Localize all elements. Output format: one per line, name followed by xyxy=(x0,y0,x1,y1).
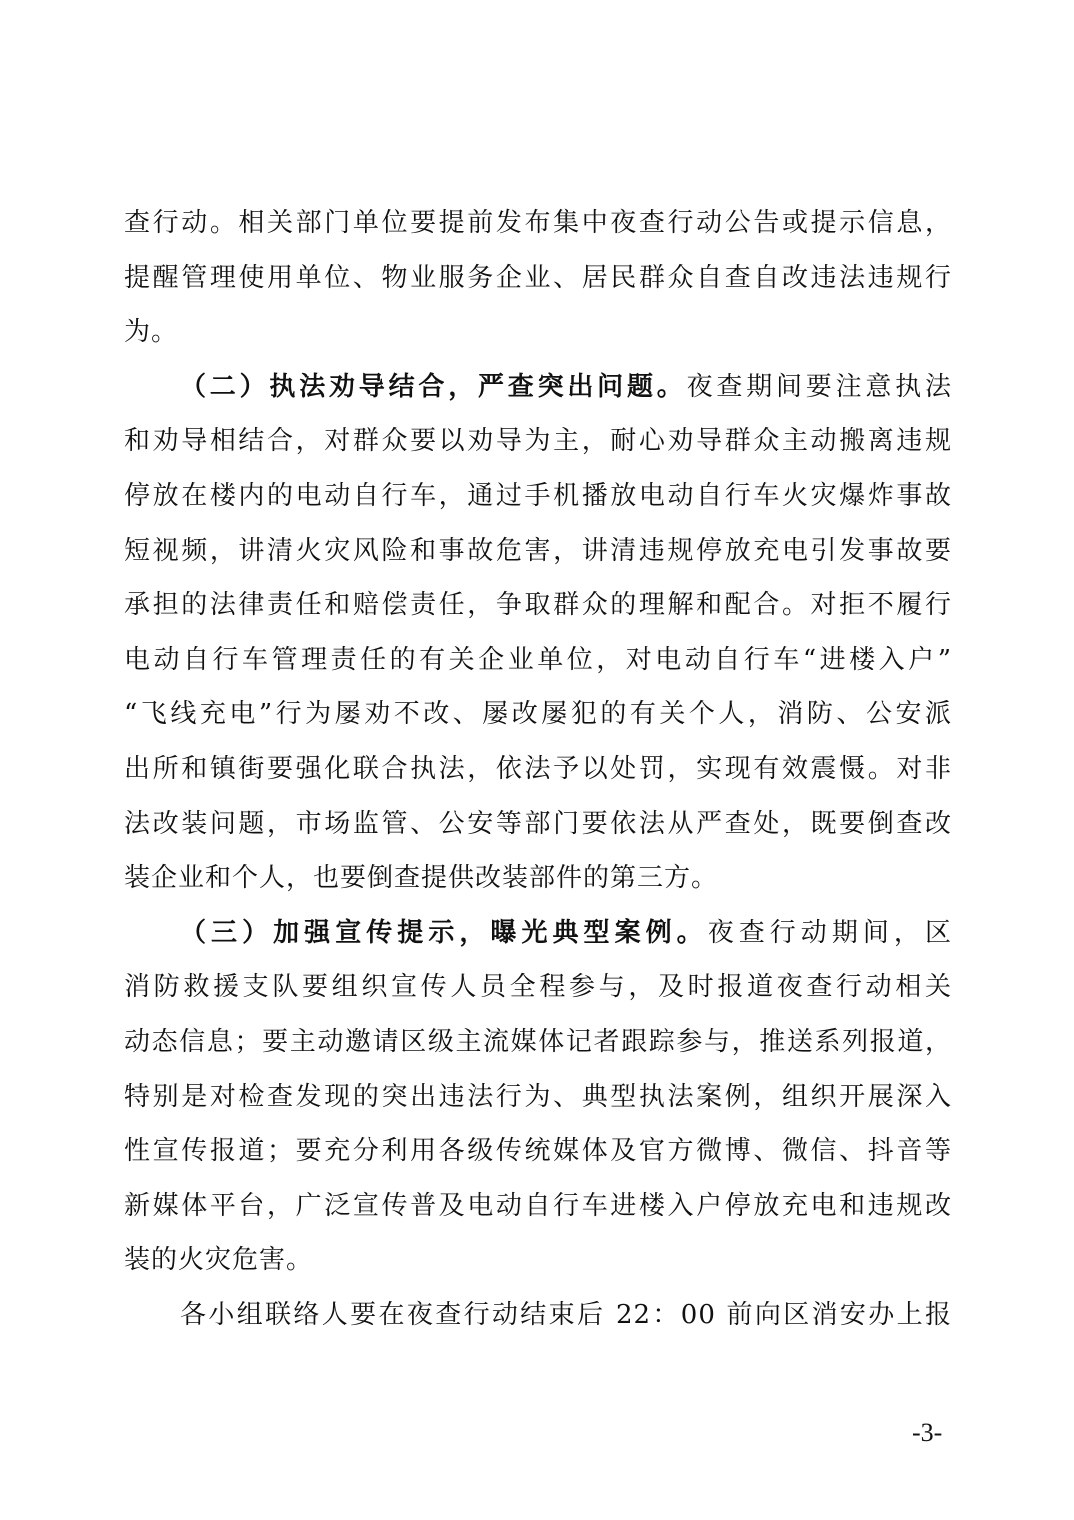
text-line: 法改装问题，市场监管、公安等部门要依法从严查处，既要倒查改 xyxy=(124,808,952,839)
document-body xyxy=(124,196,952,1342)
closing-line: 各小组联络人要在夜查行动结束后 22：00 前向区消安办上报 xyxy=(180,1299,952,1330)
section-2-first-line-text: 夜查期间要注意执法 xyxy=(686,371,952,402)
text-line: 电动自行车管理责任的有关企业单位，对电动自行车“进楼入户” xyxy=(124,644,952,675)
section-2-heading: （二）执法劝导结合，严查突出问题。 xyxy=(180,371,687,402)
text-line: 消防救援支队要组织宣传人员全程参与，及时报道夜查行动相关 xyxy=(124,972,952,1003)
section-3-first-line xyxy=(124,906,952,961)
section-3-first-line-text: 夜查行动期间，区 xyxy=(707,917,952,948)
text-line: 出所和镇街要强化联合执法，依法予以处罚，实现有效震慑。对非 xyxy=(124,753,952,784)
text-line: 查行动。相关部门单位要提前发布集中夜查行动公告或提示信息， xyxy=(124,208,952,238)
text-line: 提醒管理使用单位、物业服务企业、居民群众自查自改违法违规行 xyxy=(124,262,952,293)
text-line: 性宣传报道；要充分利用各级传统媒体及官方微博、微信、抖音等 xyxy=(124,1136,952,1167)
text-line: 停放在楼内的电动自行车，通过手机播放电动自行车火灾爆炸事故 xyxy=(124,480,952,511)
text-line: 短视频，讲清火灾风险和事故危害，讲清违规停放充电引发事故要 xyxy=(124,535,952,566)
text-line: 装的火灾危害。 xyxy=(124,1245,314,1276)
text-line: 装企业和个人，也要倒查提供改装部件的第三方。 xyxy=(124,863,719,894)
text-line: 承担的法律责任和赔偿责任，争取群众的理解和配合。对拒不履行 xyxy=(124,590,952,621)
section-3-heading: （三）加强宣传提示，曝光典型案例。 xyxy=(180,917,708,948)
page-number: -3- xyxy=(912,1418,943,1447)
text-line: 新媒体平台，广泛宣传普及电动自行车进楼入户停放充电和违规改 xyxy=(124,1190,952,1221)
text-line: 和劝导相结合，对群众要以劝导为主，耐心劝导群众主动搬离违规 xyxy=(124,426,952,457)
text-line: “飞线充电”行为屡劝不改、屡改屡犯的有关个人，消防、公安派 xyxy=(124,699,952,730)
text-line: 动态信息；要主动邀请区级主流媒体记者跟踪参与，推送系列报道， xyxy=(124,1026,952,1057)
section-2-first-line xyxy=(124,360,952,415)
text-line: 特别是对检查发现的突出违法行为、典型执法案例，组织开展深入 xyxy=(124,1081,952,1112)
text-line: 为。 xyxy=(124,317,179,348)
